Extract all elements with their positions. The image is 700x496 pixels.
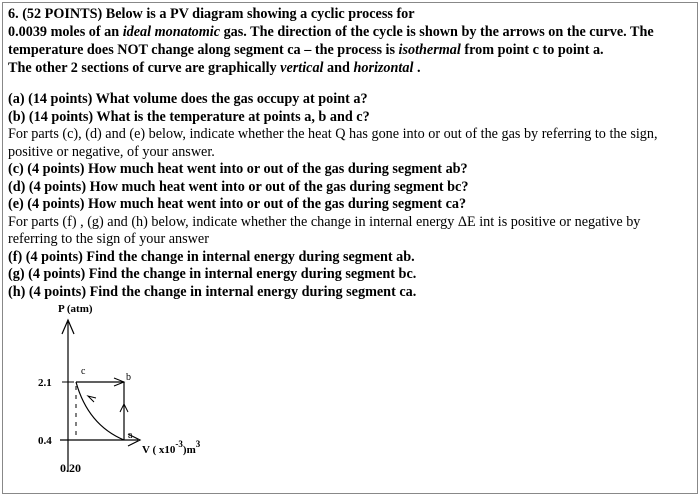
point-label-a: a	[128, 430, 133, 441]
tick-label-2.1: 2.1	[38, 377, 52, 389]
header-line: The other 2 sections of curve are graphically vertical and horizontal .	[8, 60, 421, 76]
question-line: positive or negative, of your answer.	[8, 143, 215, 160]
question-line: (h) (4 points) Find the change in internal energy during segment ca.	[8, 283, 417, 300]
question-line: (g) (4 points) Find the change in internal energy during segment bc.	[8, 266, 417, 282]
volume-axis-label: V ( $x10^{-3})m^3$	[142, 439, 201, 456]
pv-diagram	[28, 300, 288, 480]
header-line: 0.0039 moles of an ideal monatomic gas. The direction of the cycle is shown by the arrows on the curve. The	[8, 24, 654, 40]
question-line: (a) (14 points) What volume does the gas occupy at point a?	[8, 91, 368, 107]
question-line: For parts (c), (d) and (e) below, indicate whether the heat Q has gone into or out of the gas by referring to the sign,	[8, 126, 658, 142]
arrow-ac	[88, 396, 96, 402]
point-label-b: b	[126, 372, 131, 383]
point-label-c: c	[81, 366, 86, 377]
question-line: (c) (4 points) How much heat went into or out of the gas during segment ab?	[8, 161, 468, 177]
question-line: (f) (4 points) Find the change in internal energy during segment ab.	[8, 248, 415, 265]
question-line: (d) (4 points) How much heat went into or out of the gas during segment bc?	[8, 178, 469, 195]
tick-label-0.4: 0.4	[38, 435, 52, 447]
question-line: For parts (f) , (g) and (h) below, indicate whether the change in internal energy ΔE int is positive or negative by	[8, 213, 641, 230]
question-line: referring to the sign of your answer	[8, 231, 209, 247]
header-line: temperature does NOT change along segment ca – the process is isothermal from point c to point a.	[8, 42, 604, 58]
segment-ca-isotherm	[76, 382, 124, 440]
header-line: 6. (52 POINTS) Below is a PV diagram showing a cyclic process for	[8, 6, 415, 22]
tick-label-0.20: 0.20	[60, 461, 81, 475]
question-line: (e) (4 points) How much heat went into or out of the gas during segment ca?	[8, 196, 467, 212]
question-line: (b) (14 points) What is the temperature at points a, b and c?	[8, 108, 370, 125]
pressure-axis-label: P (atm)	[58, 303, 93, 315]
